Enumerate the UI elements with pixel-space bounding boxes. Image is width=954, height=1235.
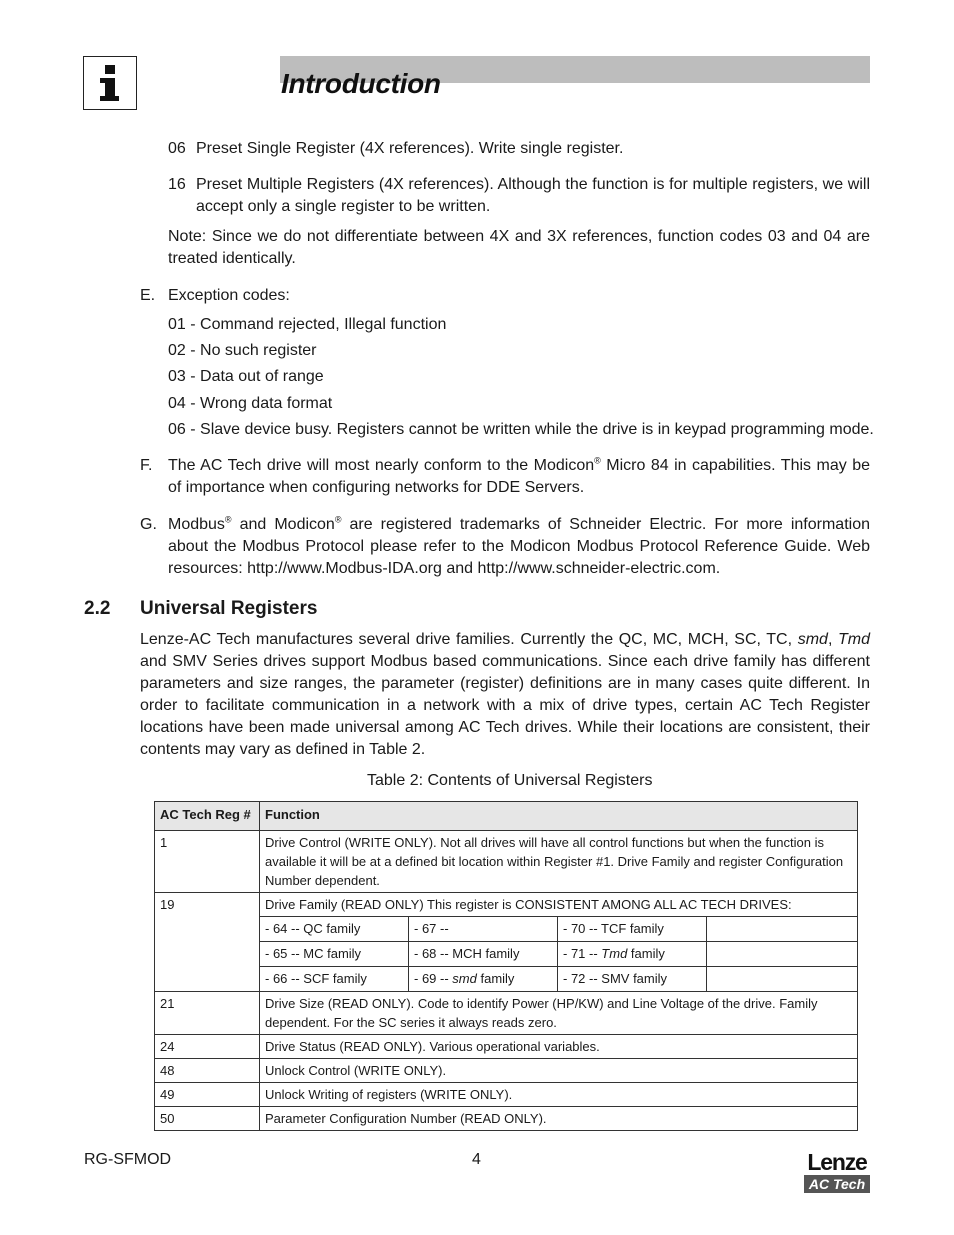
section-paragraph-tmd: Tmd: [838, 631, 871, 648]
function-code-text: Preset Single Register (4X references). Write single register.: [196, 140, 624, 157]
function-cell: Drive Family (READ ONLY) This register is CONSISTENT AMONG ALL AC TECH DRIVES:: [260, 893, 858, 917]
family-cell-empty: [707, 967, 858, 992]
item-letter-f: F.: [140, 457, 153, 474]
page-title: Introduction: [281, 68, 441, 99]
item-letter-g: G.: [140, 516, 157, 533]
reg-cell: 1: [155, 831, 260, 893]
table-caption: Table 2: Contents of Universal Registers: [367, 772, 653, 789]
family-cell: - 64 -- QC family: [260, 917, 409, 942]
table-header-row: [155, 802, 858, 831]
information-icon-glyph: [84, 57, 135, 108]
reg-cell: 50: [155, 1107, 260, 1131]
item-g-text-a: Modbus: [168, 516, 225, 533]
brand-ac-tech: AC Tech: [804, 1175, 870, 1193]
function-cell: Drive Size (READ ONLY). Code to identify Power (HP/KW) and Line Voltage of the drive. Family dependent. For the SC series it always reads zero.: [260, 992, 858, 1035]
exception-code: 03 - Data out of range: [168, 368, 324, 385]
lenze-ac-tech-logo: [804, 1151, 870, 1193]
function-cell: Unlock Writing of registers (WRITE ONLY).: [260, 1083, 858, 1107]
section-paragraph-a: Lenze-AC Tech manufactures several drive families. Currently the QC, MC, MCH, SC, TC,: [140, 631, 798, 648]
function-cell: Drive Status (READ ONLY). Various operational variables.: [260, 1035, 858, 1059]
family-cell: - 65 -- MC family: [260, 942, 409, 967]
table-row: [155, 1107, 858, 1131]
function-cell: Unlock Control (WRITE ONLY).: [260, 1059, 858, 1083]
function-code-16: [168, 174, 870, 218]
item-f-text-a: The AC Tech drive will most nearly conform to the Modicon: [168, 457, 595, 474]
brand-lenze: Lenze: [807, 1149, 867, 1175]
function-code-text: Preset Multiple Registers (4X references). Although the function is for multiple registers, we will accept only a single register to be written.: [196, 176, 870, 215]
function-cell: Parameter Configuration Number (READ ONLY).: [260, 1107, 858, 1131]
registered-mark: ®: [334, 514, 342, 525]
table-row: [155, 1035, 858, 1059]
item-f-text-b: Micro 84 in capabilities. This may be of importance when configuring networks for DDE Servers.: [168, 457, 870, 496]
header-function: Function: [260, 802, 858, 831]
table-row: [155, 831, 858, 893]
family-suffix: family: [627, 946, 665, 961]
family-cell-empty: [707, 917, 858, 942]
exception-code: 02 - No such register: [168, 342, 317, 359]
family-suffix: family: [476, 971, 515, 986]
family-cell: [409, 967, 558, 992]
family-name-italic: Tmd: [601, 946, 628, 961]
item-f-text: [168, 455, 870, 499]
item-g-text: [168, 514, 870, 580]
family-cell: - 67 --: [409, 917, 558, 942]
exception-code: 06 - Slave device busy. Registers cannot be written while the drive is in keypad programming mode.: [168, 421, 874, 438]
section-paragraph-b: and SMV Series drives support Modbus based communications. Since each drive family has different parameters and size ranges, the parameter (register) definitions are in many cases quite different. In order to facilitate communication in a network with a mix of drive types, certain AC Tech Register locations have been made universal among AC Tech drives. While their locations are consistent, their contents may vary as defined in Table 2.: [140, 653, 870, 758]
reg-cell: 49: [155, 1083, 260, 1107]
table-row: [155, 1083, 858, 1107]
registered-mark: ®: [224, 514, 232, 525]
family-name-italic: smd: [452, 971, 477, 986]
section-paragraph-comma: ,: [827, 631, 839, 648]
exception-code: 01 - Command rejected, Illegal function: [168, 316, 447, 333]
item-g-text-b: and Modicon: [231, 516, 335, 533]
family-row: [155, 917, 858, 942]
family-cell: - 66 -- SCF family: [260, 967, 409, 992]
family-cell: - 70 -- TCF family: [558, 917, 707, 942]
function-code-number: 06: [168, 140, 186, 157]
table-row: [155, 992, 858, 1035]
family-cell-empty: [707, 942, 858, 967]
function-code-06: [168, 138, 870, 160]
section-title: Universal Registers: [140, 598, 318, 619]
family-code: - 69 --: [414, 971, 453, 986]
function-note: Note: Since we do not differentiate between 4X and 3X references, function codes 03 and 04 are treated identically.: [168, 228, 870, 267]
table-row: [155, 1059, 858, 1083]
footer-page-number: 4: [472, 1151, 481, 1168]
family-row: [155, 942, 858, 967]
section-paragraph: [140, 629, 870, 761]
family-row: [155, 967, 858, 992]
function-cell: Drive Control (WRITE ONLY). Not all drives will have all control functions but when the function is available it will be at a defined bit location within Register #1. Drive Family and register Configuration Number dependent.: [260, 831, 858, 893]
reg-cell: 21: [155, 992, 260, 1035]
footer-doc-id: RG-SFMOD: [84, 1151, 172, 1168]
item-letter-e: E.: [140, 287, 156, 304]
table-row: [155, 893, 858, 917]
item-g-text-c: are registered trademarks of Schneider Electric. For more information about the Modbus Protocol please refer to the Modicon Modbus Protocol Reference Guide. Web resources: http://www.Modbus-IDA.org and http://www.schneider-electric.com.: [168, 516, 870, 577]
registered-mark: ®: [594, 455, 601, 466]
family-cell: [558, 942, 707, 967]
family-cell: - 72 -- SMV family: [558, 967, 707, 992]
universal-registers-table: [154, 801, 858, 1131]
function-code-number: 16: [168, 176, 186, 193]
reg-cell: 48: [155, 1059, 260, 1083]
information-icon: [83, 56, 137, 110]
family-cell: - 68 -- MCH family: [409, 942, 558, 967]
section-number: 2.2: [84, 598, 111, 619]
family-code: - 71 --: [563, 946, 602, 961]
exception-heading: Exception codes:: [168, 287, 290, 304]
exception-code: 04 - Wrong data format: [168, 395, 333, 412]
reg-cell: 19: [155, 893, 260, 992]
reg-cell: 24: [155, 1035, 260, 1059]
section-paragraph-smd: smd: [797, 631, 828, 648]
header-reg: AC Tech Reg #: [155, 802, 260, 831]
